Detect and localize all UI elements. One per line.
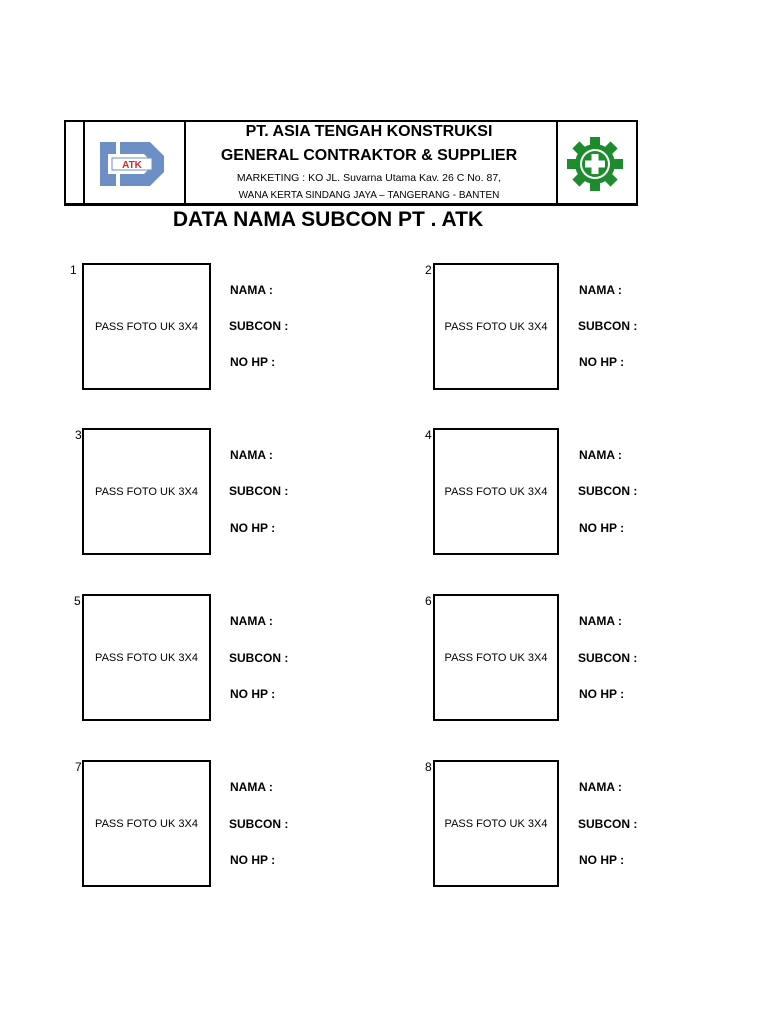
atk-logo-icon <box>94 134 172 194</box>
entry-number: 5 <box>74 594 81 608</box>
nama-label: NAMA : <box>230 448 273 462</box>
photo-label: PASS FOTO UK 3X4 <box>444 817 548 830</box>
photo-label: PASS FOTO UK 3X4 <box>444 320 548 333</box>
photo-box <box>433 263 559 390</box>
photo-box <box>82 760 211 887</box>
company-name: PT. ASIA TENGAH KONSTRUKSI <box>245 123 493 140</box>
photo-box <box>433 428 559 555</box>
letterhead <box>64 120 638 206</box>
address-line-1: MARKETING : KO JL. Suvarna Utama Kav. 26 C No. 87, <box>236 172 502 184</box>
photo-box <box>82 263 211 390</box>
nohp-label: NO HP : <box>579 687 625 701</box>
nama-label: NAMA : <box>579 448 622 462</box>
subcon-label: SUBCON : <box>229 484 289 498</box>
entry-number: 8 <box>425 760 432 774</box>
nama-label: NAMA : <box>230 780 273 794</box>
nama-label: NAMA : <box>230 614 273 628</box>
nohp-label: NO HP : <box>230 521 276 535</box>
entry-number: 1 <box>70 263 77 277</box>
photo-label: PASS FOTO UK 3X4 <box>95 485 198 498</box>
subcon-label: SUBCON : <box>578 319 638 333</box>
nohp-label: NO HP : <box>579 355 625 369</box>
nohp-label: NO HP : <box>230 687 276 701</box>
subcon-label: SUBCON : <box>229 651 289 665</box>
subcon-entry <box>425 594 745 724</box>
photo-label: PASS FOTO UK 3X4 <box>95 817 198 830</box>
nohp-label: NO HP : <box>579 521 625 535</box>
photo-box <box>433 760 559 887</box>
subcon-label: SUBCON : <box>578 484 638 498</box>
subcon-entry <box>70 760 390 890</box>
divider <box>556 122 558 203</box>
nama-label: NAMA : <box>579 283 622 297</box>
nama-label: NAMA : <box>579 614 622 628</box>
entry-number: 2 <box>425 263 432 277</box>
entry-number: 6 <box>425 594 432 608</box>
nohp-label: NO HP : <box>230 853 276 867</box>
divider <box>64 122 66 203</box>
divider <box>83 122 85 203</box>
nohp-label: NO HP : <box>579 853 625 867</box>
entry-number: 4 <box>425 428 432 442</box>
photo-box <box>82 594 211 721</box>
photo-label: PASS FOTO UK 3X4 <box>95 320 198 333</box>
nohp-label: NO HP : <box>230 355 276 369</box>
page-title: DATA NAMA SUBCON PT . ATK <box>172 208 484 231</box>
logo-text: ATK <box>122 160 142 171</box>
subcon-entry <box>425 263 745 393</box>
subcon-label: SUBCON : <box>229 319 289 333</box>
subcon-entry <box>425 428 745 558</box>
subcon-label: SUBCON : <box>578 651 638 665</box>
photo-box <box>433 594 559 721</box>
address-line-2: WANA KERTA SINDANG JAYA – TANGERANG - BANTEN <box>238 190 500 201</box>
subcon-label: SUBCON : <box>578 817 638 831</box>
subcon-entry <box>70 263 390 393</box>
subcon-entry <box>70 594 390 724</box>
company-business: GENERAL CONTRAKTOR & SUPPLIER <box>220 147 518 164</box>
photo-label: PASS FOTO UK 3X4 <box>444 485 548 498</box>
entry-number: 7 <box>75 760 82 774</box>
nama-label: NAMA : <box>230 283 273 297</box>
subcon-label: SUBCON : <box>229 817 289 831</box>
divider <box>636 122 638 203</box>
safety-gear-cross-icon <box>564 136 626 192</box>
entry-number: 3 <box>75 428 82 442</box>
nama-label: NAMA : <box>579 780 622 794</box>
photo-box <box>82 428 211 555</box>
subcon-entry <box>425 760 745 890</box>
photo-label: PASS FOTO UK 3X4 <box>444 651 548 664</box>
subcon-entry <box>70 428 390 558</box>
photo-label: PASS FOTO UK 3X4 <box>95 651 198 664</box>
